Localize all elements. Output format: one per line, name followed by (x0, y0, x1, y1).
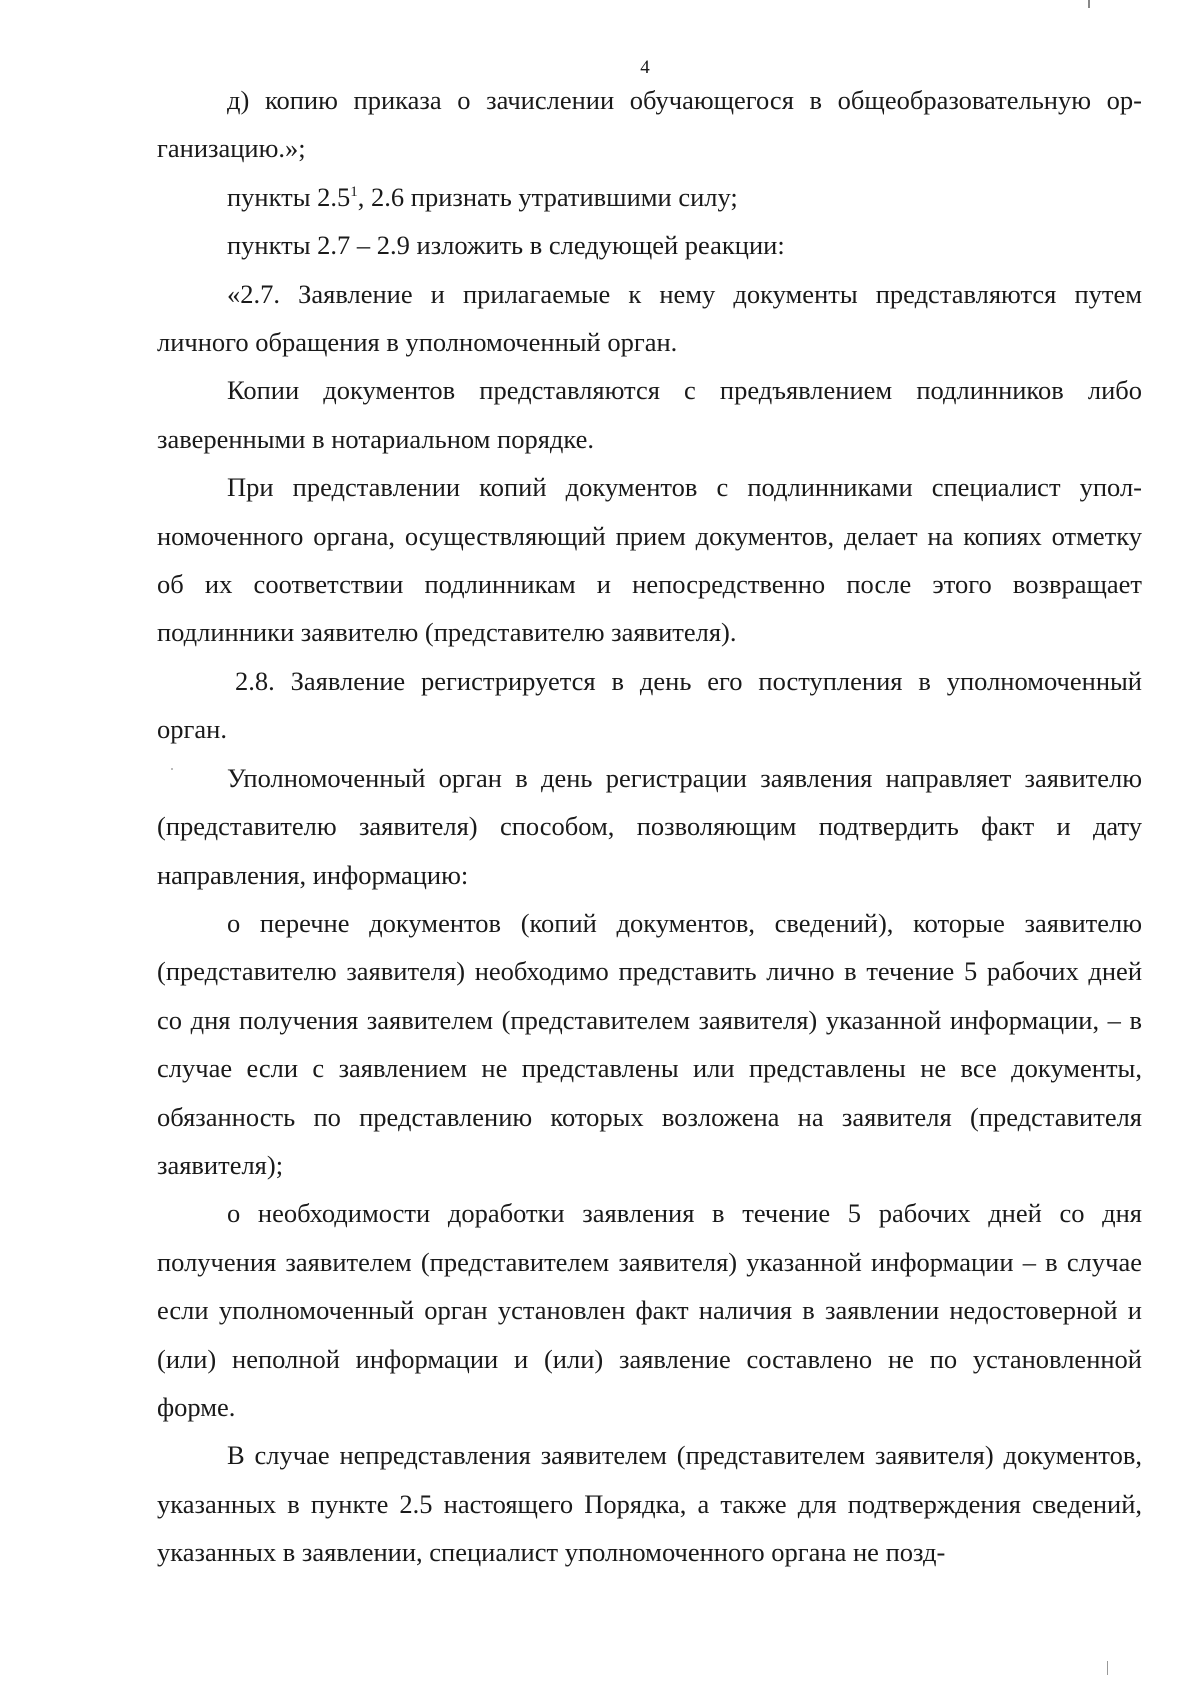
scan-dot (171, 768, 173, 770)
paragraph-2-7: «2.7. Заявление и прилагаемые к нему документы представляются путем личного обращения в уполномоченный орган. (157, 278, 1142, 358)
scan-mark-bottom (1107, 1661, 1108, 1675)
paragraph-2-8: 2.8. Заявление регистрируется в день его поступления в уполномоченный орган. (157, 665, 1142, 745)
paragraph-copies-check: При представлении копий документов с подлинниками специалист уполномоченного органа, осуществляющий прием документов, делает на копиях отметку об их соответствии подлинникам и непосредственно после этого возвращает подлинники заявителю (представителю заявителя). (157, 472, 1142, 648)
scan-mark (1088, 0, 1090, 8)
page-number: 4 (640, 57, 650, 78)
superscript: 1 (350, 183, 358, 200)
paragraph-revision: о необходимости доработки заявления в течение 5 рабочих дней со дня получения заявителем (представителем заявителя) указанной информации – в случае если уполномоченный орган установлен факт наличия в заявлении недостоверной и (или) неполной информации и (или) заявление составлено не по установленной форме. (157, 1198, 1142, 1422)
paragraph-text: пункты 2.5 (227, 181, 351, 212)
paragraph-registration-notice: Уполномоченный орган в день регистрации заявления направляет заявителю (представителю заявителя) способом, позволяющим подтвердить факт и дату направления, информацию: (157, 762, 1142, 890)
paragraph-text: , 2.6 признать утратившими силу; (357, 181, 738, 212)
document-body (157, 76, 1142, 1577)
paragraph-documents-list: о перечне документов (копий документов, сведений), которые заявителю (представителю заявителя) необходимо представить лично в течение 5 рабочих дней со дня получения заявителем (представителем заявителя) указанной информации, – в случае если с заявлением не представлены или представлены не все документы, обязанность по представлению которых возложена на заявителя (представителя заявителя); (157, 907, 1142, 1180)
paragraph-item-d: д) копию приказа о зачислении обучающегося в общеобразовательную организацию.»; (157, 85, 1142, 164)
paragraph-non-submission: В случае непредставления заявителем (представителем заявителя) документов, указанных в пункте 2.5 настоящего Порядка, а также для подтверждения сведений, указанных в заявлении, специалист уполномоченного органа не позд- (157, 1440, 1142, 1568)
paragraph-amended-items: пункты 2.7 – 2.9 изложить в следующей реакции: (227, 230, 785, 261)
paragraph-copies: Копии документов представляются с предъявлением подлинников либо заверенными в нотариальном порядке. (157, 375, 1142, 454)
paragraph-repealed-items (157, 173, 1142, 221)
